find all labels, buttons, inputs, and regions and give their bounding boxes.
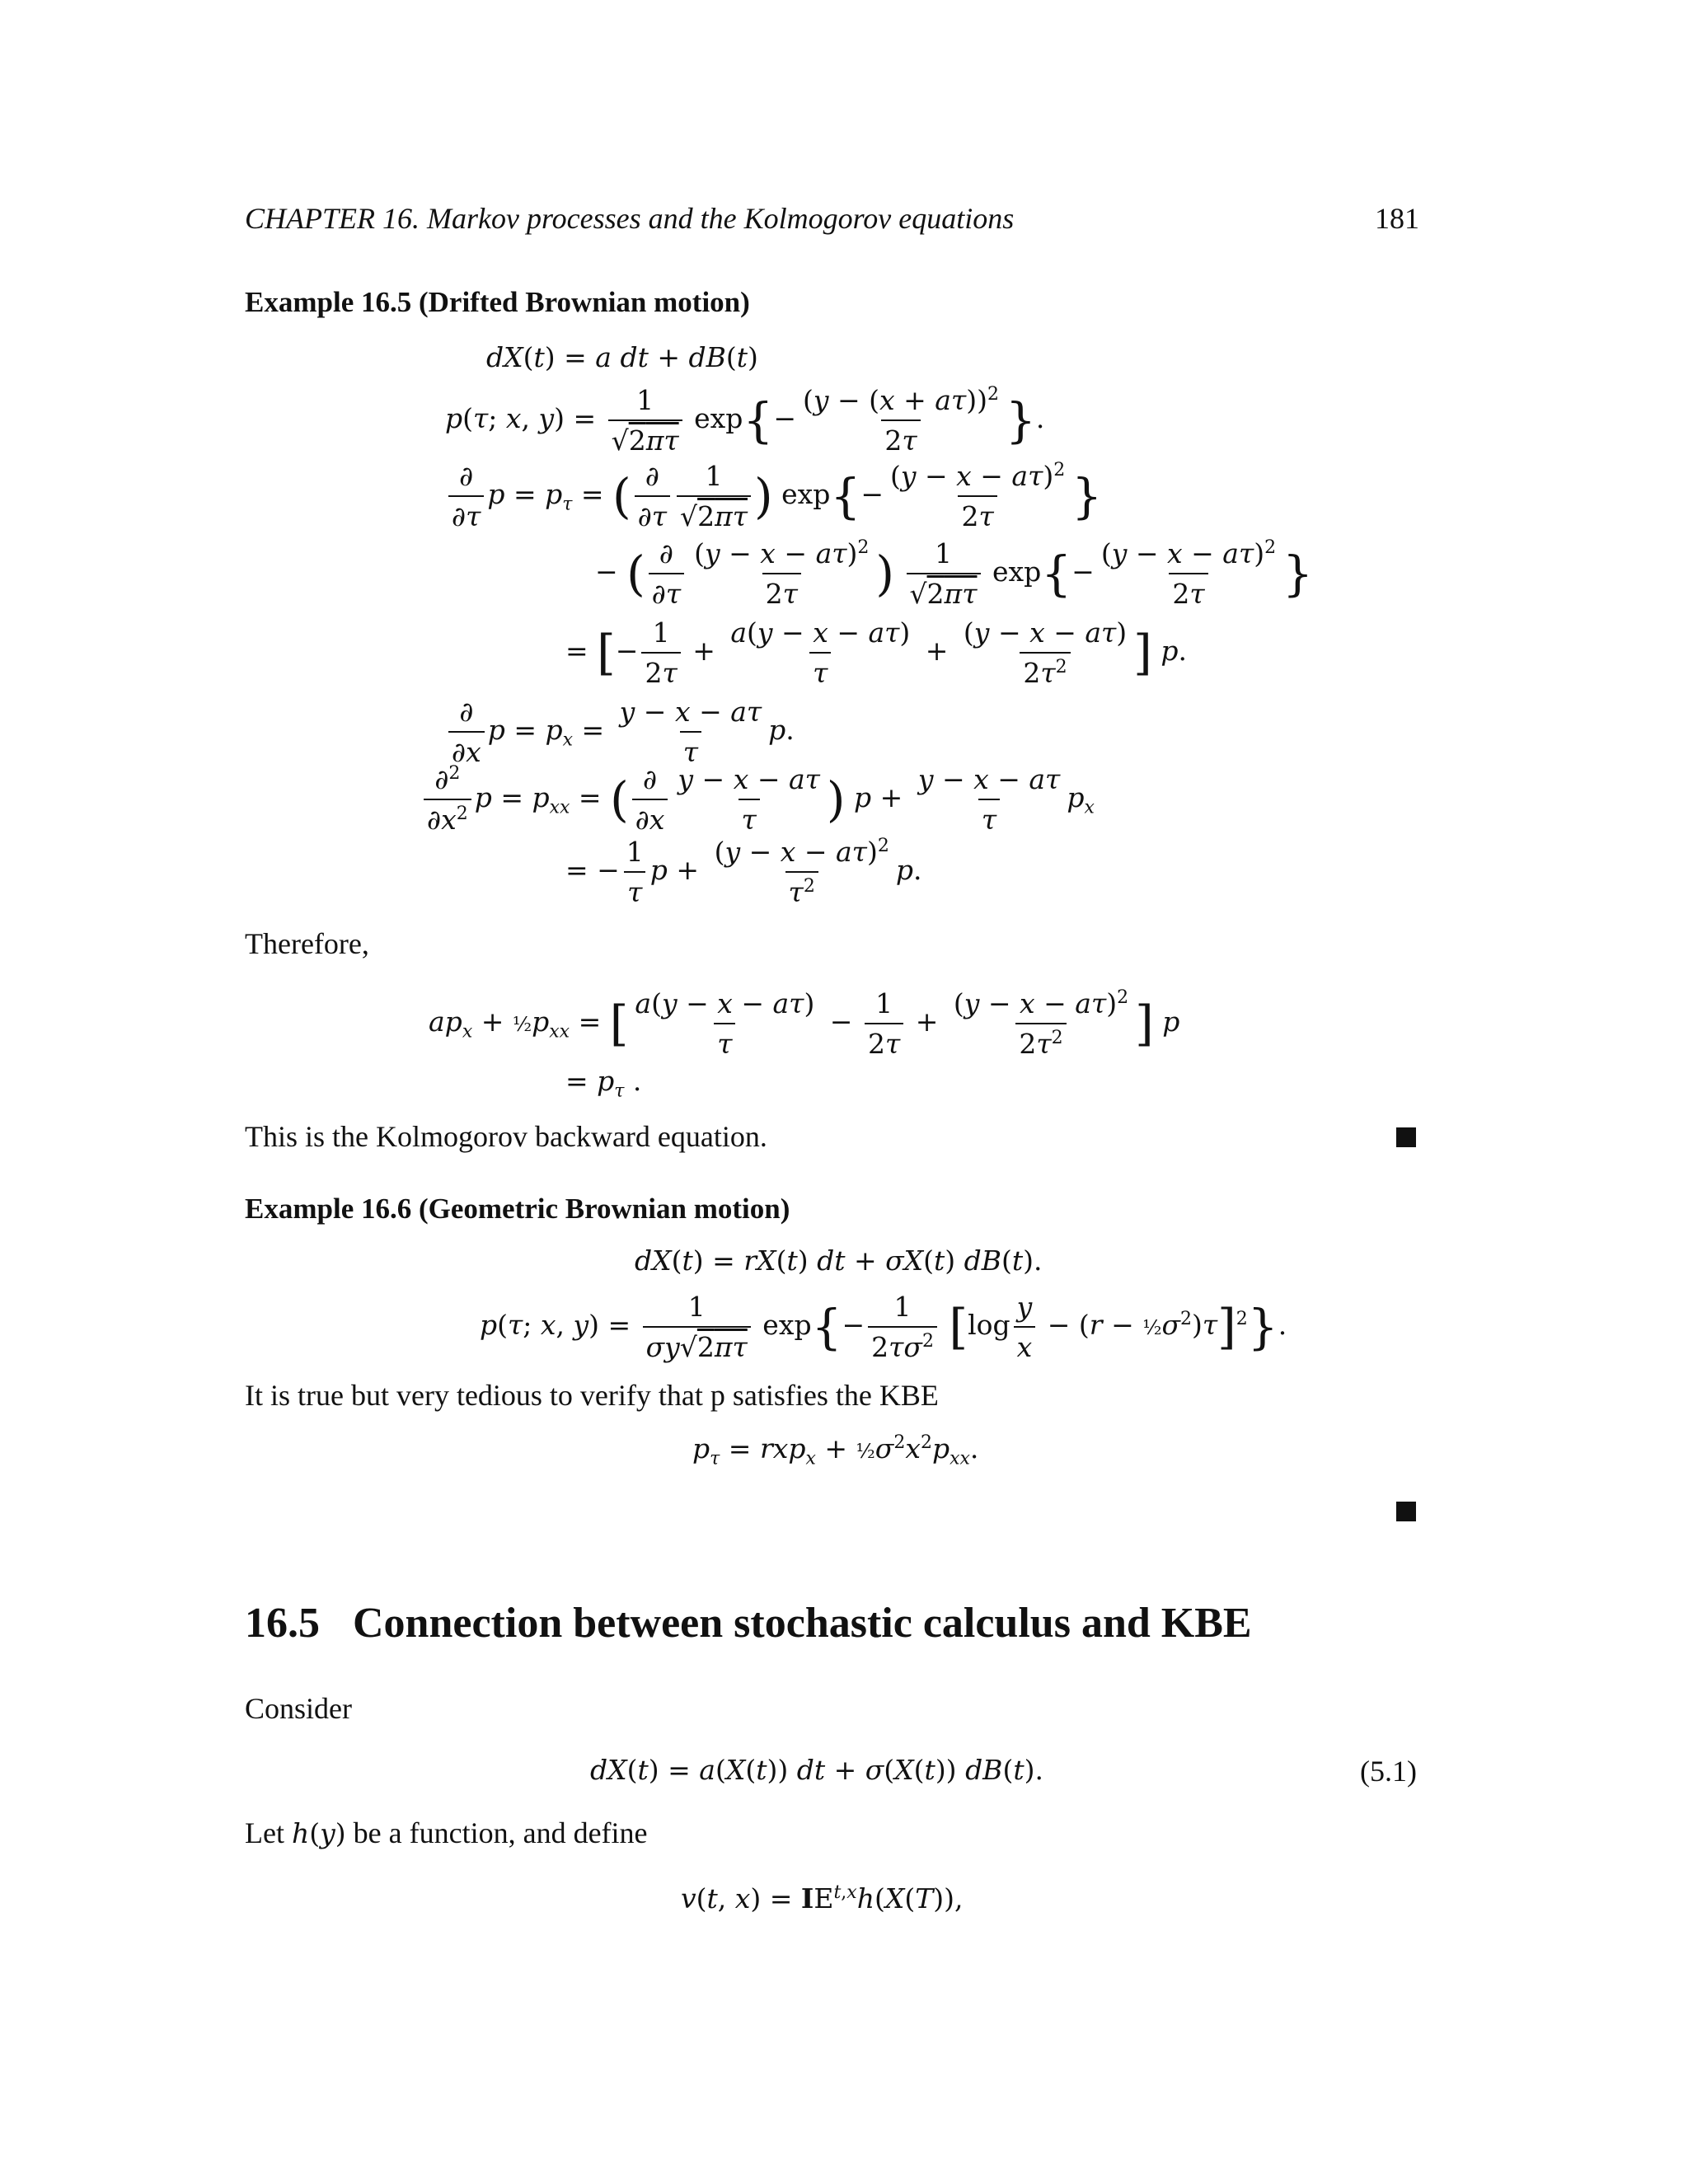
- example-16-5-ptau-line2: − ( $\frac{\partial}{\partial\tau}$ $\frac{(y - x - a\tau)^2}{2\tau}$ ) $\frac{1}{√2\pi\tau}$ exp{− $\frac{(y - x - a\tau)^2}{2\tau}$ }: [595, 537, 1313, 610]
- section-16-5-sde: dX(t) = a(X(t)) dt + σ(X(t)) dB(t).: [590, 1754, 1043, 1786]
- example-16-5-kbe-line1: $ap_x$ + $\frac{1}{2}p_{xx}$ = [ $\frac{a(y - x - a\tau)}{\tau}$ − $\frac{1}{2\tau}$ + $\frac{(y - x - a\tau)^2}{2\tau^2}$ ] p: [429, 987, 1180, 1060]
- example-16-6-title: Example 16.6 (Geometric Brownian motion): [245, 1193, 790, 1225]
- page-number: 181: [1375, 202, 1419, 235]
- example-16-6-kbe: $p_\tau = rxp_x$ + $\frac{1}{2}\sigma^2x^2p_{xx}$.: [692, 1432, 979, 1469]
- equation-number: (5.1): [1360, 1755, 1417, 1788]
- consider-text: Consider: [245, 1692, 352, 1725]
- section-title: Connection between stochastic calculus and KBE: [353, 1600, 1252, 1647]
- example-16-5-ptau-line1: $\frac{\partial}{\partial\tau}$ $p = p_\tau$ = ( $\frac{\partial}{\partial\tau}$ $\frac{1}{√2\pi\tau}$ ) exp{− $\frac{(y - x - a\tau)^2}{2\tau}$ }: [445, 460, 1102, 532]
- example-16-5-title: Example 16.5 (Drifted Brownian motion): [245, 286, 750, 318]
- example-16-5-px: $\frac{\partial}{\partial x}$ $p = p_x$ = $\frac{y - x - a\tau}{\tau}$ p.: [445, 696, 795, 768]
- example-16-5-pxx-line1: $\frac{\partial^2}{\partial x^2}$ $p = p_{xx}$ = ( $\frac{\partial}{\partial x}$ $\frac{y - x - a\tau}{\tau}$ ) p + $\frac{y - x - a\tau}{\tau}$ $p_x$: [420, 763, 1095, 836]
- section-number: 16.5: [245, 1600, 320, 1647]
- example-16-5-pxx-line2: = − $\frac{1}{\tau}$ p + $\frac{(y - x - a\tau)^2}{\tau^2}$ p.: [565, 836, 922, 908]
- kbe-conclusion: This is the Kolmogorov backward equation.: [245, 1120, 767, 1153]
- example-16-5-sde: dX(t) = a dt + dB(t): [486, 341, 758, 373]
- running-header: CHAPTER 16. Markov processes and the Kolmogorov equations: [245, 202, 1015, 235]
- qed-square: [1396, 1127, 1416, 1147]
- kbe-verify-statement: It is true but very tedious to verify that p satisfies the KBE: [245, 1379, 939, 1412]
- example-16-5-density: p(τ; x, y) = $\frac{1}{√2\pi\tau}$ exp{− $\frac{(y - (x + a\tau))^2}{2\tau}$ }.: [445, 384, 1045, 457]
- therefore-text: Therefore,: [245, 927, 369, 960]
- section-16-5-v-definition: v(t, x) = IE$^{t,x}$h(X(T)),: [681, 1882, 964, 1915]
- example-16-5-kbe-line2: = $p_\tau$ .: [565, 1065, 642, 1102]
- qed-square: [1396, 1502, 1416, 1521]
- let-h-text: Let h(y) be a function, and define: [245, 1816, 648, 1849]
- example-16-6-sde: dX(t) = rX(t) dt + σX(t) dB(t).: [635, 1244, 1043, 1277]
- example-16-5-ptau-line3: = [− $\frac{1}{2\tau}$ + $\frac{a(y - x - a\tau)}{\tau}$ + $\frac{(y - x - a\tau)}{2\tau^2}$ ] p.: [565, 616, 1187, 689]
- example-16-6-density: p(τ; x, y) = $\frac{1}{\sigma y√2\pi\tau}$ exp{− $\frac{1}{2\tau\sigma^2}$ [log $\frac{y}{x}$ − $(r - \frac{1}{2}\sigma^2)\tau]^2$}.: [480, 1291, 1287, 1363]
